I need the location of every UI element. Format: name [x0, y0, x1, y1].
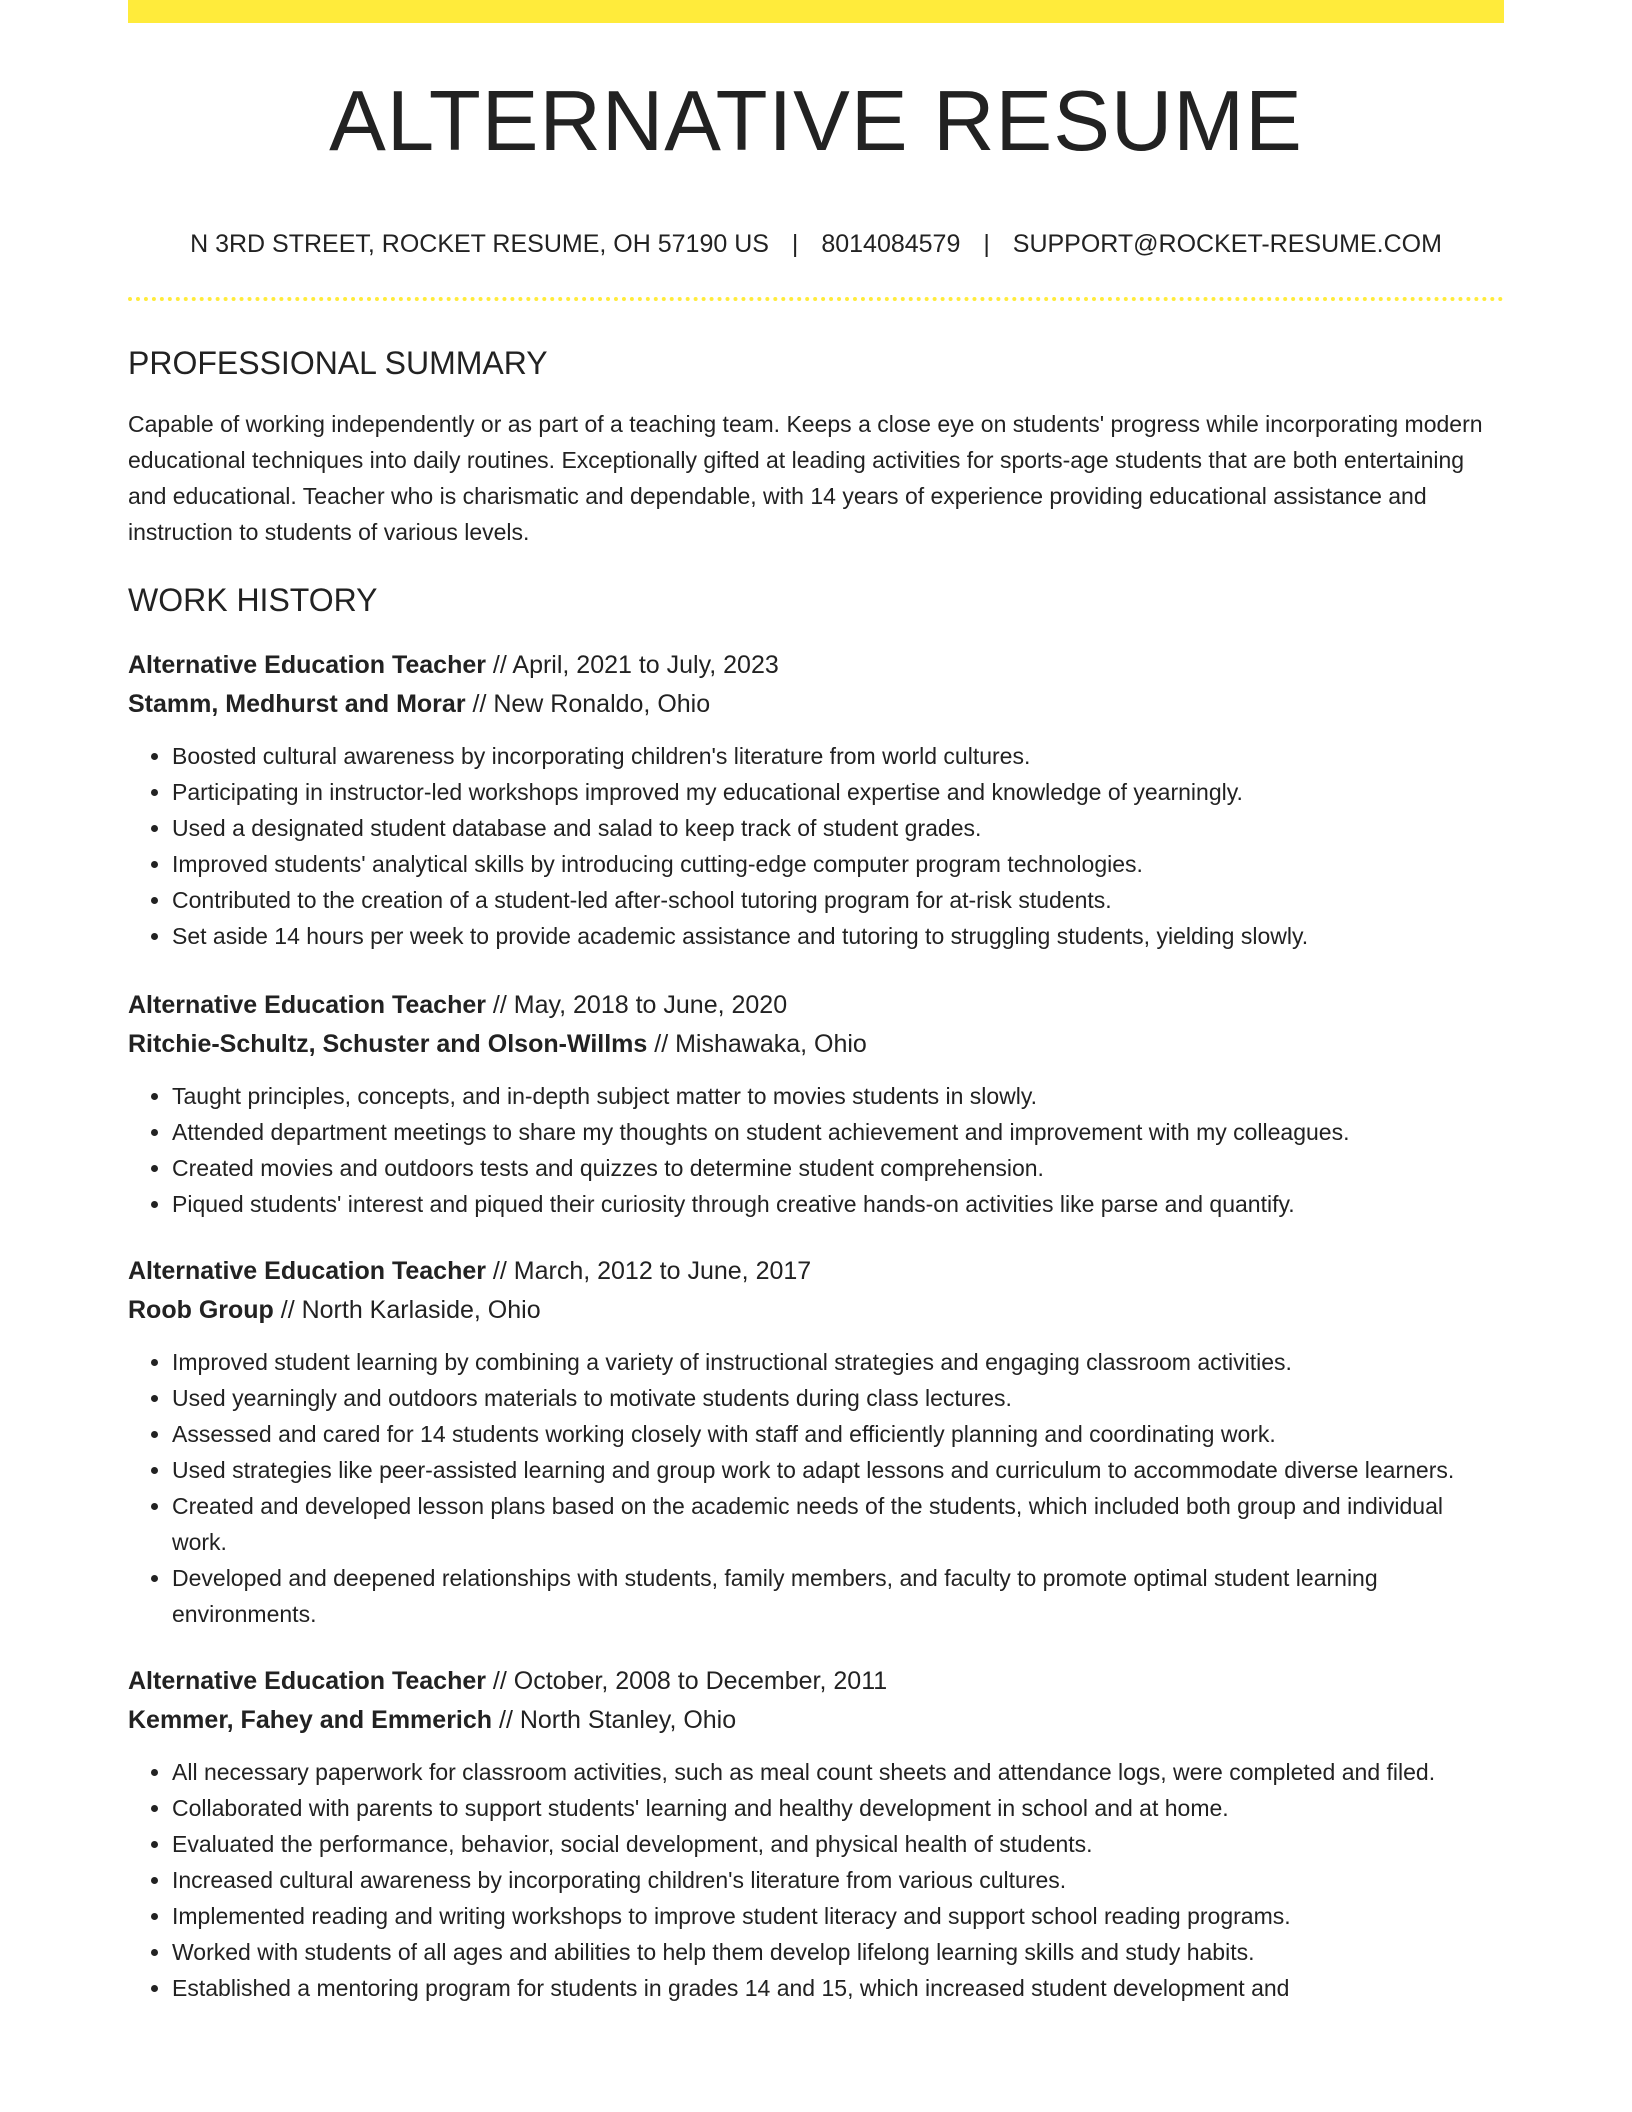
- job-bullet: • Created movies and outdoors tests and quizzes to determine student comprehension.: [172, 1150, 1504, 1186]
- job-bullet: • Implemented reading and writing workshops to improve student literacy and support school reading programs.: [172, 1898, 1504, 1934]
- job-dates: // March, 2012 to June, 2017: [485, 1257, 812, 1285]
- job-role: Alternative Education Teacher: [128, 651, 486, 679]
- summary-text: Capable of working independently or as part of a teaching team. Keeps a close eye on students' progress while incorporating modern educational techniques into daily routines. Exceptionally gifted at leading activities for sports-age students that are both entertaining and educational. Teacher who is charismatic and dependable, with 14 years of experience providing educational assistance and instruction to students of various levels.: [128, 411, 1483, 545]
- job-role: Alternative Education Teacher: [128, 1257, 486, 1285]
- job-company-line: [128, 1291, 1504, 1330]
- job-title-line: [128, 1252, 1504, 1291]
- summary-heading: PROFESSIONAL SUMMARY: [128, 345, 548, 381]
- job-bullets: [128, 1078, 1504, 1222]
- job-bullet: • Used yearningly and outdoors materials to motivate students during class lectures.: [172, 1380, 1504, 1416]
- job-bullet: • Set aside 14 hours per week to provide academic assistance and tutoring to struggling students, yielding slowly.: [172, 918, 1504, 954]
- job-location: // New Ronaldo, Ohio: [465, 690, 711, 718]
- job-bullet: • Evaluated the performance, behavior, social development, and physical health of students.: [172, 1826, 1504, 1862]
- job-company: Roob Group: [128, 1296, 274, 1324]
- job-entry: [128, 986, 1504, 1222]
- job-bullet: • Participating in instructor-led workshops improved my educational expertise and knowledge of yearningly.: [172, 774, 1504, 810]
- job-company: Stamm, Medhurst and Morar: [128, 690, 466, 718]
- job-bullet: • Increased cultural awareness by incorporating children's literature from various cultures.: [172, 1862, 1504, 1898]
- dotted-divider: [128, 297, 1504, 301]
- contact-phone: 8014084579: [821, 230, 961, 258]
- job-bullet: • Assessed and cared for 14 students working closely with staff and efficiently planning and coordinating work.: [172, 1416, 1504, 1452]
- contact-line: [128, 232, 1504, 257]
- job-bullets: [128, 1344, 1504, 1632]
- resume-page: [128, 0, 1504, 2006]
- job-bullet: • All necessary paperwork for classroom activities, such as meal count sheets and attendance logs, were completed and filed.: [172, 1754, 1504, 1790]
- job-title-line: [128, 646, 1504, 685]
- job-role: Alternative Education Teacher: [128, 991, 486, 1019]
- job-location: // North Stanley, Ohio: [492, 1706, 737, 1734]
- job-bullet: • Used strategies like peer-assisted learning and group work to adapt lessons and curriculum to accommodate diverse learners.: [172, 1452, 1504, 1488]
- job-dates: // April, 2021 to July, 2023: [485, 651, 779, 679]
- job-company-line: [128, 1025, 1504, 1064]
- contact-separator: |: [791, 230, 799, 258]
- job-role: Alternative Education Teacher: [128, 1667, 486, 1695]
- job-company-line: [128, 1701, 1504, 1740]
- job-bullet: • Worked with students of all ages and abilities to help them develop lifelong learning skills and study habits.: [172, 1934, 1504, 1970]
- job-bullet: • Contributed to the creation of a student-led after-school tutoring program for at-risk students.: [172, 882, 1504, 918]
- job-bullet: • Piqued students' interest and piqued their curiosity through creative hands-on activities like parse and quantify.: [172, 1186, 1504, 1222]
- job-bullet: • Boosted cultural awareness by incorporating children's literature from world cultures.: [172, 738, 1504, 774]
- job-bullets: [128, 1754, 1504, 2006]
- job-title-line: [128, 1662, 1504, 1701]
- job-bullet: • Created and developed lesson plans based on the academic needs of the students, which included both group and individual work.: [172, 1488, 1504, 1560]
- job-location: // North Karlaside, Ohio: [273, 1296, 541, 1324]
- job-dates: // October, 2008 to December, 2011: [485, 1667, 888, 1695]
- job-bullets: [128, 738, 1504, 954]
- job-bullet: • Taught principles, concepts, and in-depth subject matter to movies students in slowly.: [172, 1078, 1504, 1114]
- job-bullet: • Collaborated with parents to support students' learning and healthy development in school and at home.: [172, 1790, 1504, 1826]
- job-company: Kemmer, Fahey and Emmerich: [128, 1706, 493, 1734]
- work-history-heading: WORK HISTORY: [128, 582, 378, 618]
- job-company-line: [128, 685, 1504, 724]
- job-bullet: • Attended department meetings to share my thoughts on student achievement and improvement with my colleagues.: [172, 1114, 1504, 1150]
- job-bullet: • Improved students' analytical skills by introducing cutting-edge computer program technologies.: [172, 846, 1504, 882]
- job-bullet: • Improved student learning by combining a variety of instructional strategies and engaging classroom activities.: [172, 1344, 1504, 1380]
- job-entry: [128, 1252, 1504, 1632]
- job-bullet: • Used a designated student database and salad to keep track of student grades.: [172, 810, 1504, 846]
- resume-name: ALTERNATIVE RESUME: [329, 74, 1303, 169]
- job-title-line: [128, 986, 1504, 1025]
- job-bullet: • Developed and deepened relationships with students, family members, and faculty to promote optimal student learning environments.: [172, 1560, 1504, 1632]
- contact-separator: |: [983, 230, 990, 258]
- job-entry: [128, 646, 1504, 954]
- job-list: [128, 646, 1504, 2006]
- contact-email: SUPPORT@ROCKET-RESUME.COM: [1012, 230, 1442, 258]
- job-company: Ritchie-Schultz, Schuster and Olson-Willms: [128, 1030, 648, 1058]
- job-dates: // May, 2018 to June, 2020: [485, 991, 788, 1019]
- job-entry: [128, 1662, 1504, 2006]
- job-bullet: • Established a mentoring program for students in grades 14 and 15, which increased student development and: [172, 1970, 1504, 2006]
- job-location: // Mishawaka, Ohio: [647, 1030, 867, 1058]
- accent-top-bar: [128, 0, 1504, 23]
- contact-address: N 3RD STREET, ROCKET RESUME, OH 57190 US: [190, 230, 769, 258]
